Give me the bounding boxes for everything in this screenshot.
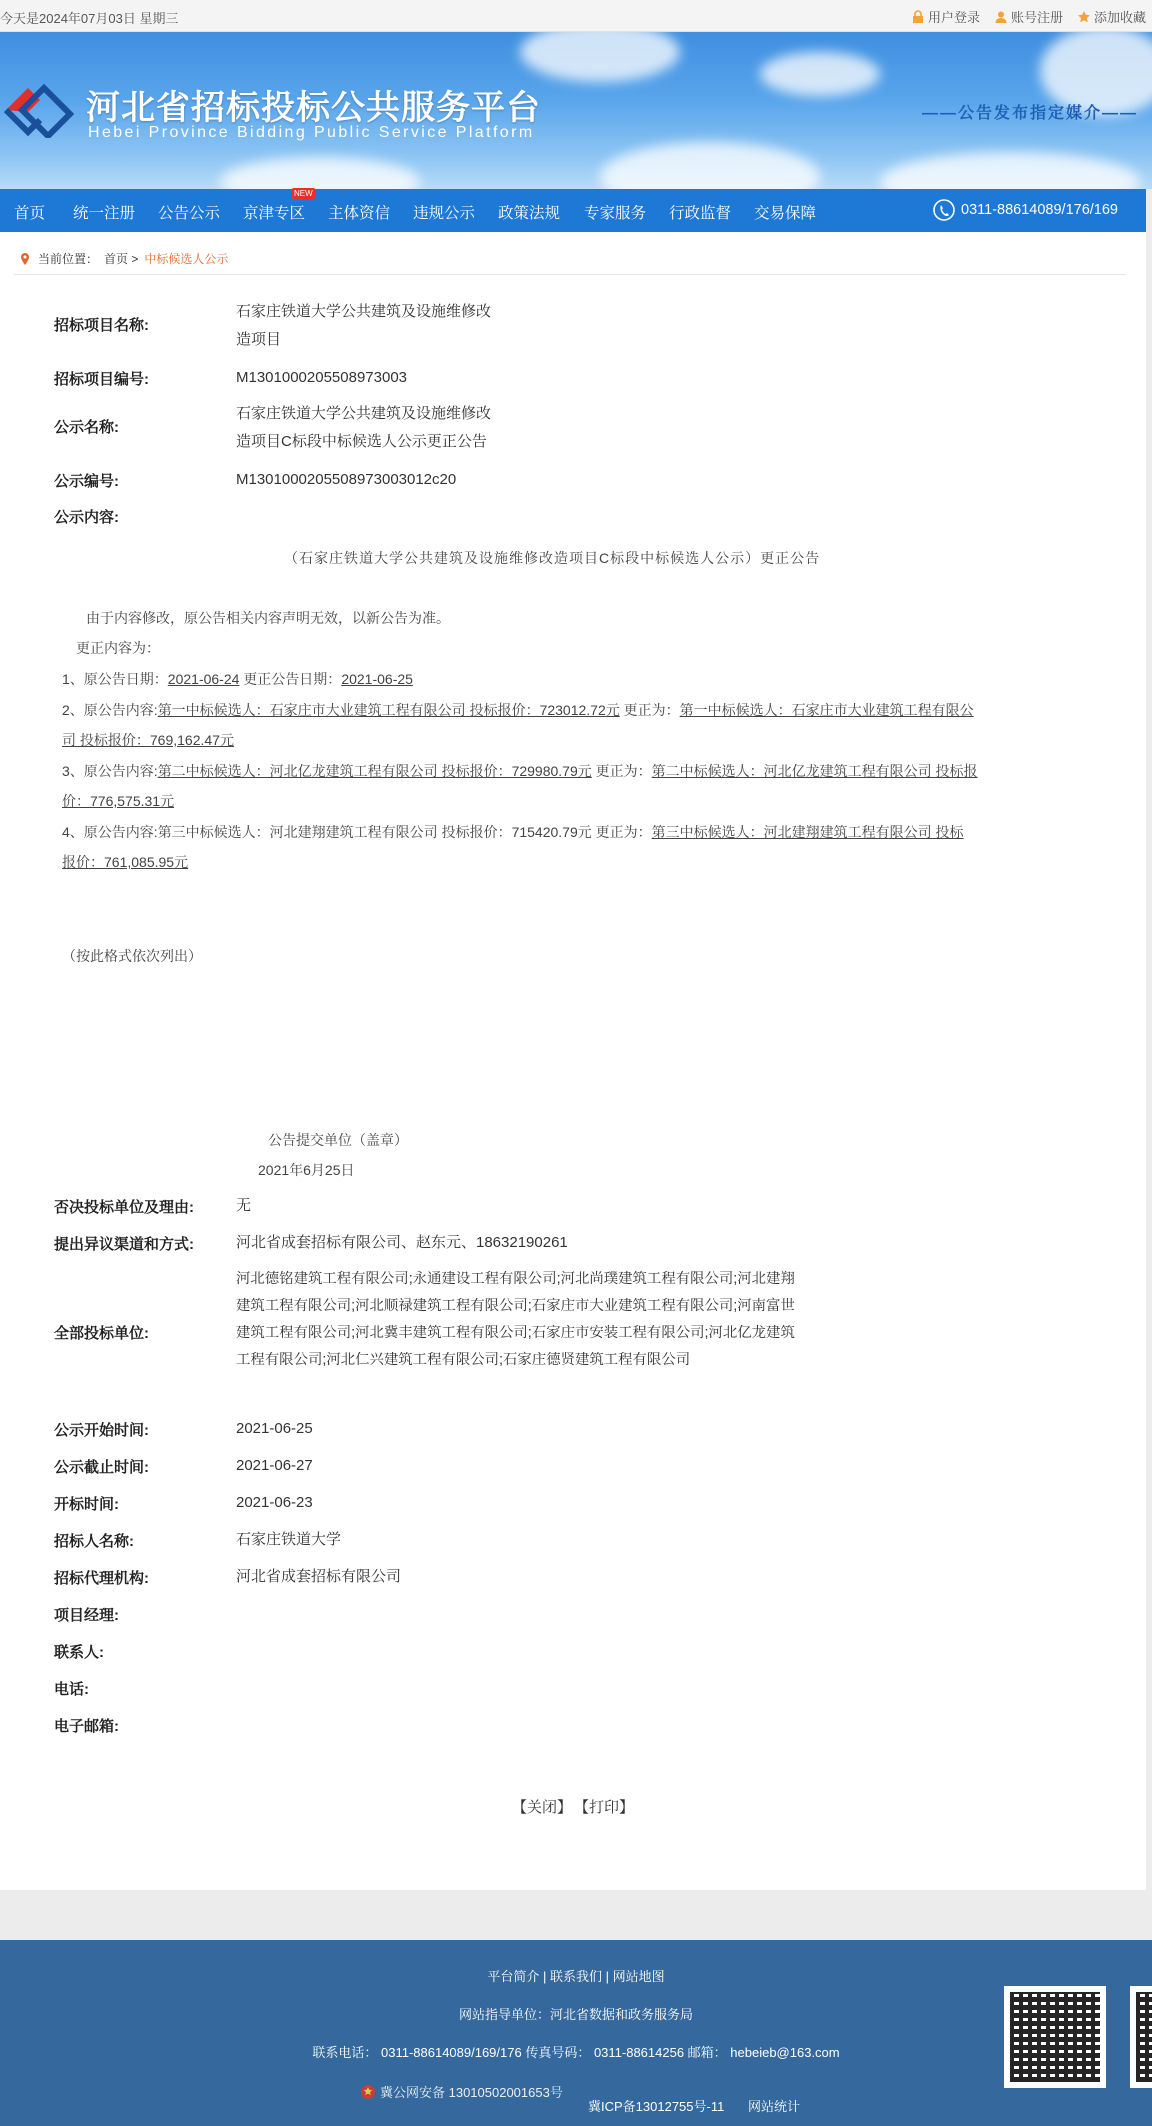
main-nav [0,189,1146,232]
nav-experts[interactable]: 专家服务 [584,205,647,222]
qr-pattern [1010,1992,1100,2082]
field-label: 提出异议渠道和方式: [54,1236,194,1253]
breadcrumb-current: 中标候选人公示 [144,252,229,266]
qr-pattern [1136,1992,1152,2082]
nav-violations[interactable]: 违规公示 [413,205,476,222]
correction-intro: 由于内容修改，原公告相关内容声明无效，以新公告为准。 [86,610,450,626]
hotline: 0311-88614089/176/169 [933,199,1118,221]
platform-logo[interactable] [2,82,74,138]
field-value: 2021-06-25 [236,1420,313,1437]
qr-code-image [1004,1986,1106,2088]
field-label: 全部投标单位: [54,1325,149,1342]
correction-line-3: 3、原公告内容:第二中标候选人：河北亿龙建筑工程有限公司 投标报价：729980.79元 更正为：第二中标候选人：河北亿龙建筑工程有限公司 投标报 [62,763,978,779]
field-value: 河北德铭建筑工程有限公司;永通建设工程有限公司;河北尚璞建筑工程有限公司;河北建翔建筑工程有限公司;河北顺禄建筑工程有限公司;石家庄市大业建筑工程有限公司;河南富世建筑工程有限公司;河北冀丰建筑工程有限公司;石家庄市安装工程有限公司;河北亿龙建筑工程有限公司;河北仁兴建筑工程有限公司;石家庄德贤建筑工程有限公司 [236,1271,795,1368]
police-badge-icon [360,2084,376,2100]
nav-supervision[interactable]: 行政监督 [669,205,732,222]
field-value: 造项目C标段中标候选人公示更正公告 [236,433,487,450]
field-label: 招标项目编号: [54,371,149,388]
correction-line-4: 4、原公告内容:第三中标候选人：河北建翔建筑工程有限公司 投标报价：715420.79元 更正为：第三中标候选人：河北建翔建筑工程有限公司 投标 [62,824,964,840]
footer-icp[interactable]: 冀ICP备13012755号-11 [588,2099,725,2114]
field-label: 招标人名称: [54,1533,134,1550]
correction-line-1: 1、原公告日期：2021-06-24 更正公告日期：2021-06-25 [62,671,413,687]
breadcrumb-prefix: 当前位置： [38,252,99,266]
nav-register[interactable]: 统一注册 [73,205,136,222]
field-value: 河北省成套招标有限公司 [236,1568,402,1585]
field-value: 石家庄铁道大学公共建筑及设施维修改 [236,303,492,320]
header-banner [0,32,1152,189]
correction-heading: （石家庄铁道大学公共建筑及设施维修改造项目C标段中标候选人公示）更正公告 [284,550,821,566]
print-button[interactable]: 【打印】 [574,1799,635,1816]
field-value: 2021-06-23 [236,1494,313,1511]
footer-links[interactable]: 平台简介 | 联系我们 | 网站地图 [487,1969,665,1984]
field-label: 公示内容: [54,509,119,526]
nav-guarantee[interactable]: 交易保障 [754,205,817,222]
star-icon [1077,10,1091,24]
field-label: 公示开始时间: [54,1422,149,1439]
format-note: （按此格式依次列出） [62,948,202,964]
platform-title-english: Hebei Province Bidding Public Service Platform [88,124,535,141]
platform-slogan: ——公告发布指定媒介—— [921,105,1138,122]
location-pin-icon [18,252,32,266]
phone-icon [933,199,955,221]
footer-contact: 联系电话： 0311-88614089/169/176 传真号码： 0311-88614256 邮箱： hebeieb@163.com [312,2045,840,2060]
submitting-unit: 公告提交单位（盖章） [268,1132,408,1148]
divider [14,274,1126,275]
submit-date: 2021年6月25日 [258,1162,355,1178]
breadcrumb-home[interactable]: 首页 > [104,252,139,266]
correction-label: 更正内容为： [76,640,160,656]
nav-home[interactable]: 首页 [14,205,46,222]
register-link[interactable]: 账号注册 [994,7,1063,26]
field-value: 河北省成套招标有限公司、赵东元、18632190261 [236,1234,568,1251]
footer-stats[interactable]: 网站统计 [748,2099,801,2114]
footer [0,1940,1152,2126]
top-bar [0,0,1152,32]
user-icon [994,10,1008,24]
field-label: 电子邮箱: [54,1718,119,1735]
qr-code-image-secondary [1130,1986,1152,2088]
field-label: 招标代理机构: [54,1570,149,1587]
correction-line-4-cont: 报价：761,085.95元 [62,854,189,870]
field-value: 石家庄铁道大学公共建筑及设施维修改 [236,405,492,422]
correction-line-2: 2、原公告内容:第一中标候选人：石家庄市大业建筑工程有限公司 投标报价：723012.72元 更正为：第一中标候选人：石家庄市大业建筑工程有限公 [62,702,974,718]
field-value: 造项目 [236,331,282,348]
field-value: 2021-06-27 [236,1457,313,1474]
favorite-link[interactable]: 添加收藏 [1077,7,1146,26]
field-label: 公示名称: [54,419,119,436]
field-value: 无 [236,1197,252,1214]
breadcrumb [18,250,228,267]
cloud-decoration [220,157,420,189]
footer-guide: 网站指导单位：河北省数据和政务服务局 [458,2007,693,2022]
new-badge: NEW [291,188,316,199]
field-label: 项目经理: [54,1607,119,1624]
current-date: 今天是2024年07月03日 星期三 [0,11,179,26]
correction-line-3-cont: 价：776,575.31元 [62,793,175,809]
cloud-decoration [520,32,680,82]
field-value: 石家庄铁道大学 [236,1531,342,1548]
field-label: 公示编号: [54,473,119,490]
top-links [911,7,1146,26]
field-label: 联系人: [54,1644,104,1661]
cloud-decoration [880,152,1140,189]
main-content [0,232,1146,1890]
nav-jingjin-zone[interactable]: 京津专区 NEW [243,201,305,223]
cloud-decoration [600,142,820,189]
field-label: 电话: [54,1681,89,1698]
footer-police-record[interactable]: 冀公网安备 13010502001653号 [360,2082,563,2101]
correction-line-2-cont: 司 投标报价：769,162.47元 [62,732,234,748]
field-label: 招标项目名称: [54,317,149,334]
field-value: M1301000205508973003 [236,369,407,386]
close-button[interactable]: 【关闭】 [512,1799,573,1816]
field-label: 开标时间: [54,1496,119,1513]
platform-title: 河北省招标投标公共服务平台 [86,88,541,128]
field-label: 否决投标单位及理由: [54,1199,194,1216]
field-value: M1301000205508973003012c20 [236,471,457,488]
nav-announcements[interactable]: 公告公示 [158,205,221,222]
cloud-decoration [760,52,880,96]
page-actions [512,1796,634,1817]
field-label: 公示截止时间: [54,1459,149,1476]
nav-policies[interactable]: 政策法规 [498,205,561,222]
login-link[interactable]: 用户登录 [911,7,980,26]
nav-credit[interactable]: 主体资信 [328,205,391,222]
lock-icon [911,10,925,24]
